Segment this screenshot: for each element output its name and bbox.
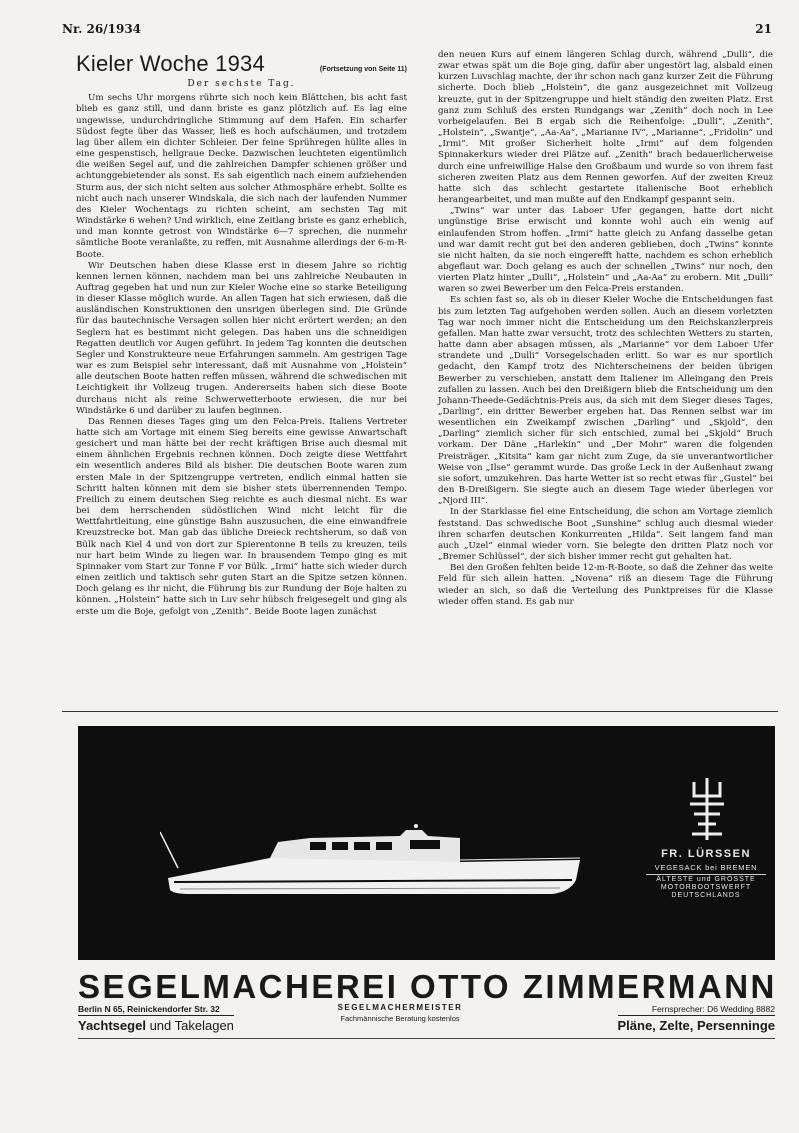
paragraph: Es schien fast so, als ob in dieser Kieler Woche die Entscheidungen fast bis zum letzten Tag aufgehoben werden sollen. Auch an diesem vorletzten Tag war noch immer nicht die Entscheidung um den Reichskanzlerpreis gefallen. Man hatte zwar versucht, trotz des schlechten Wetters zu starten, hatte dann aber absagen müssen, als „Marianne“ vor dem Laboer Ufer strandete und „Dulli“ Vorsegelschaden erlitt. So war es nur sportlich gedacht, den Kampf trotz des Nichterscheinens der beiden übrigen Bewerber zu verschieben, anstatt dem Italiener im Alleingang den Preis zufallen zu lassen. Auch bei den Dreißigern blieb die Entscheidung um den Johann-Theede-Gedächtnis-Preis aus, da sich mit dem Sieger dieses Tages, „Darling“, ein dritter Bewerber ergeben hat. Das Rennen selbst war im wesentlichen ein Zweikampf zwischen „Darling“ und „Skjold“, den „Darling“ ziemlich sicher für sich entschied, zumal bei „Skjold“ Bruch vorkam. Der Däne „Harlekin“ und „Der Mohr“ waren die folgenden Preisträger. „Kitsita“ kam gar nicht zum Zuge, da sie unverantwortlicher Weise von „Ilse“ gerammt wurde. Das große Leck in der Außenhaut zwang sie sofort, umzukehren. Das harte Wetter ist so recht etwas für „Gustel“ bei den B-Dreißigern. Sie siegte auch an diesem Tage wieder überlegen vor „Njord III“.	[438, 295, 773, 507]
paragraph: Um sechs Uhr morgens rührte sich noch kein Blättchen, bis acht fast blieb es ganz still, und dann briste es ganz plötzlich auf. Es lag eine ungewisse, undurchdringliche Stimmung auf dem Hafen. Ein scharfer Südost fegte über das Wasser, ließ es hoch aufschäumen, und trotzdem lag über allem ein dichter Schleier. Der feine Sprühregen hüllte alles in eine gespenstisch, hellgraue Decke. Dazwischen leuchteten eigentümlich die weißen Segel auf, und die zahlreichen Dampfer schienen größer und achtunggebietender als sonst. Es sah eigentlich nach einem aufziehenden Sturm aus, der sich nicht selten aus solcher Athmosphäre erhebt. Sollte es nicht auch nach unserer Windskala, die sich nach der laufenden Nummer des Kieler Wochentags zu richten scheint, am sechsten Tag mit Windstärke 6 wehen? Und wirklich, eine Zeitlang briste es ganz erheblich, und man konnte getrost von Windstärke 6—7 sprechen, die nunmehr sämtliche Boote veranlaßte, zu reffen, mit Ausnahme allerdings der 6-m-R-Boote.	[76, 93, 407, 260]
lurssen-advertisement	[78, 726, 775, 960]
paragraph: Bei den Großen fehlten beide 12-m-R-Boote, so daß die Zehner das weite Feld für sich allein hatten. „Novena“ riß an diesem Tage die Führung wieder an sich, so daß die Verteilung des Punktpreises für die Klasse wieder offen stand. Es gab nur	[438, 563, 773, 607]
issue-number: Nr. 26/1934	[62, 22, 142, 36]
zimmermann-address: Berlin N 65, Reinickendorfer Str. 32	[78, 1004, 234, 1016]
page-number: 21	[755, 22, 772, 36]
trident-emblem-icon	[688, 778, 726, 840]
motor-yacht-illustration	[160, 820, 590, 900]
zimmermann-ad-title: SEGELMACHEREI OTTO ZIMMERMANN	[78, 968, 777, 1005]
article-column-right	[438, 50, 773, 608]
paragraph: den neuen Kurs auf einem längeren Schlag durch, während „Dulli“, die zwar etwas spät um die Boje ging, dafür aber ungestört lag, alsbald einen kurzen Luvschlag machte, der ihr schon nach ganz kurzer Zeit die Führung sicherte. Doch blieb „Holstein“, die ganz ausgezeichnet mit Vollzeug kreuzte, gut in der Spitzengruppe und hielt ständig den zweiten Platz. Erst ganz zum Schluß des ersten Rundgangs war „Zenith“ doch noch in Lee vorbeigelaufen. Bei B ergab sich die Reihenfolge: „Dulli“, „Zenith“, „Holstein“, „Swantje“, „Aa-Aa“, „Marianne IV“, „Marianne“, „Fridolin“ und „Irmi“. Mit großer Sicherheit holte „Irmi“ auf dem folgenden Spinnakerkurs wieder drei Plätze auf. „Zenith“ brach bedauerlicherweise durch eine unfreiwillige Halse den Großbaum und wurde so von ihrem fast sicheren zweiten Platz aus dem Rennen geworfen. Auf der zweiten Kreuz hatte sich das schlecht gestartete italienische Boot erheblich herangearbeitet, und man mußte auf den Endkampf gespannt sein.	[438, 50, 773, 206]
lurssen-brand-block	[646, 848, 766, 899]
article-title: Kieler Woche 1934	[76, 51, 265, 76]
ad-bottom-rule	[78, 1038, 775, 1039]
continued-note: (Fortsetzung von Seite 11)	[319, 66, 407, 73]
article-subtitle: Der sechste Tag.	[187, 79, 296, 90]
zimmermann-yacht-bold: Yachtsegel	[78, 1018, 146, 1033]
zimmermann-ad-middle	[300, 1003, 500, 1023]
zimmermann-yacht-rest: und Takelagen	[149, 1018, 234, 1033]
zimmermann-yacht-line	[78, 1018, 234, 1033]
paragraph: In der Starklasse fiel eine Entscheidung, die schon am Vortage ziemlich feststand. Das schwedische Boot „Sunshine“ schlug auch diesmal wieder ihren scharfen deutschen Konkurrenten „Hilda“. Seit langem fand man auch „Uzel“ einmal wieder vorn. Sie belegte den dritten Platz noch vor „Bremer Schlüssel“, der sich bisher immer recht gut gehalten hat.	[438, 507, 773, 563]
lurssen-tagline: DEUTSCHLANDS	[671, 892, 741, 899]
zimmermann-ad-right	[618, 1004, 776, 1033]
zimmermann-master: SEGELMACHERMEISTER	[337, 1003, 463, 1012]
article-title-row	[76, 51, 407, 76]
zimmermann-tents: Pläne, Zelte, Persenninge	[617, 1018, 775, 1033]
zimmermann-phone: Fernsprecher: D6 Wedding 8882	[618, 1004, 776, 1016]
paragraph: Wir Deutschen haben diese Klasse erst in diesem Jahre so richtig kennen lernen können, nachdem man bei uns zahlreiche Neubauten in Auftrag gegeben hat und nun zur Kieler Woche eine so starke Beteiligung in dieser Klasse möglich wurde. An allen Tagen hat sich erwiesen, daß die ausländischen Konstruktionen den unsrigen überlegen sind. Die Gründe für das bautechnische Versagen sollen hier nicht erörtert werden; an den Seglern hat es bestimmt nicht gelegen. Das haben uns die schneidigen Regatten deutlich vor Augen geführt. In jedem Tag konnten die deutschen Segler und Konstrukteure neue Erfahrungen sammeln. Am gestrigen Tage war es zum Beispiel sehr interessant, daß mit Ausnahme von „Holstein“ alle deutschen Boote hatten reffen müssen, während die schwedischen mit Leichtigkeit ihr Vollzeug trugen. Andererseits haben sich diese Boote durchaus nicht als reine Schwerwetterboote erwiesen, die nur bei Windstärke 6 und darüber zu laufen beginnen.	[76, 260, 407, 416]
lurssen-tagline: MOTORBOOTSWERFT	[660, 884, 752, 891]
zimmermann-advice: Fachmännische Beratung kostenlos	[340, 1014, 460, 1023]
zimmermann-ad-left	[78, 1004, 234, 1033]
paragraph: Das Rennen dieses Tages ging um den Felca-Preis. Italiens Vertreter hatte sich am Vortage mit einem Sieg bereits eine gewisse Anwartschaft gesichert und man hätte bei der recht kräftigen Brise auch diesmal mit einem ähnlichen Ergebnis rechnen können. Doch zeigte diese Wettfahrt ein wesentlich anderes Bild als bisher. Die deutschen Boote waren zum ersten Male in der Spitzengruppe vertreten, endlich einmal hatten sie Schritt halten können mit dem sie bisher stets überrennenden Tempo. Freilich zu einem deutschen Sieg reichte es auch diesmal nicht. Es war bei dem herrschenden südöstlichen Wind nicht leicht für die Wettfahrtleitung, eine günstige Bahn auszusuchen, die eine einwandfreie Kreuzstrecke bot. Man gab das übliche Dreieck rechtsherum, so daß von Bülk nach Kiel 4 und von dort zur Spierentonne B teils zu kreuzen, teils nur hart beim Winde zu liegen war. In brausendem Tempo ging es mit Spinnaker vom Start zur Tonne F vor Bülk. „Irmi“ hatte sich wieder durch einen zeitlich und taktisch sehr guten Start an die Spitze setzen können. Doch gelang es ihr nicht, die Führung bis zur Rundung der Boje halten zu können. „Holstein“ hatte sich in Luv sehr hübsch freigesegelt und ging als erste um die Boje, gefolgt von „Zenith“. Beide Boote lagen zunächst	[76, 416, 407, 617]
lurssen-tagline: ÄLTESTE und GRÖSSTE	[656, 876, 756, 883]
article-column-left	[76, 51, 407, 618]
section-divider	[62, 711, 778, 712]
paragraph: „Twins“ war unter das Laboer Ufer gegangen, hatte dort nicht ungünstige Brise erwischt und konnte wohl auch ein wenig auf einlaufenden Strom hoffen. „Irmi“ hatte gleich zu Anfang dasselbe getan und war damit recht gut bei den anderen geblieben, doch „Twins“ konnte sie nicht halten, da sie noch eingerefft hatte, nachdem es schon erheblich abgeflaut war. Doch gelang es auch der schnellen „Twins“ nur noch, den vierten Platz hinter „Dulli“, „Holstein“ und „Aa-Aa“ zu erobern. Mit „Dulli“ waren so zwei Bewerber um den Felca-Preis erstanden.	[438, 206, 773, 295]
lurssen-place: VEGESACK bei BREMEN	[646, 863, 766, 875]
page-header	[62, 22, 772, 40]
lurssen-name: FR. LÜRSSEN	[661, 848, 751, 860]
